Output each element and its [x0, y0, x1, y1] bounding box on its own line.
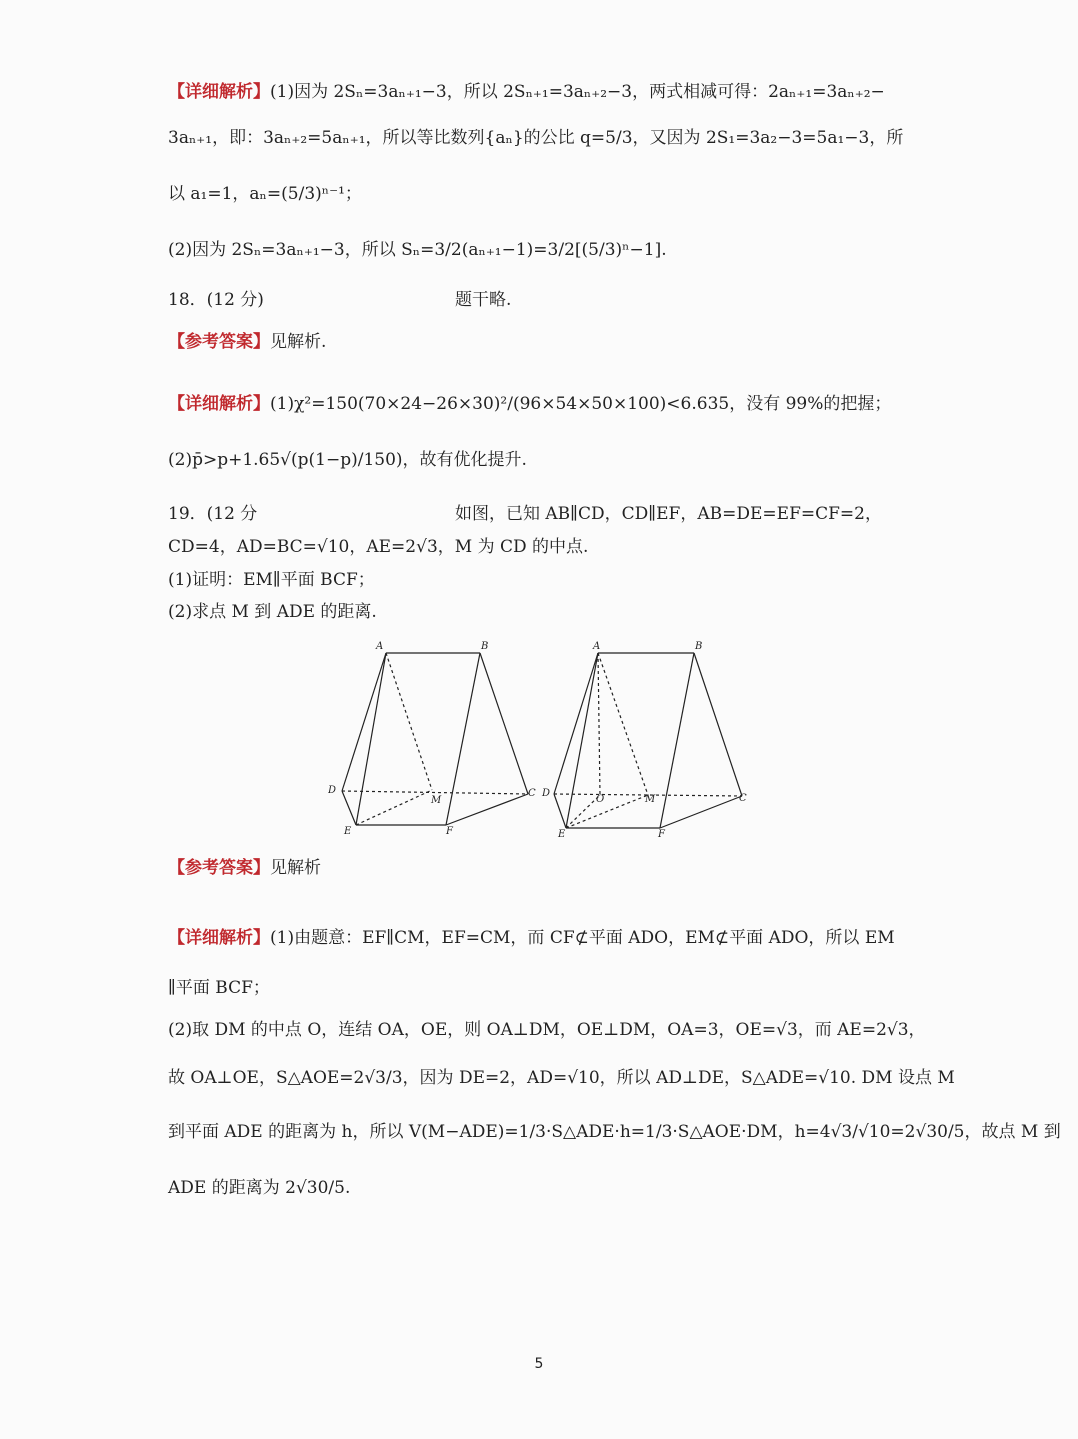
label-right-F: F — [658, 829, 665, 840]
q19-d2-line1: (2)取 DM 的中点 O，连结 OA，OE，则 OA⊥DM，OE⊥DM，OA=3，OE=√3，而 AE=2√3， — [168, 1020, 926, 1040]
q19-sub2: (2)求点 M 到 ADE 的距离. — [168, 602, 377, 622]
q19-answer-text: 见解析 — [270, 858, 321, 878]
label-right-M: M — [645, 794, 656, 805]
q18-answer — [168, 330, 326, 354]
detail-tag: 【详细解析】 — [168, 394, 270, 414]
label-left-E: E — [344, 826, 352, 837]
geometry-figure — [328, 638, 758, 843]
q19-header: 19．(12 分 — [168, 504, 258, 524]
detail-tag: 【详细解析】 — [168, 928, 270, 948]
q17-detail-line1 — [168, 80, 885, 104]
label-right-O: O — [596, 794, 605, 805]
q19-sub1: (1)证明：EM∥平面 BCF； — [168, 570, 375, 590]
label-right-A: A — [593, 641, 601, 652]
label-left-B: B — [481, 641, 489, 652]
q17-p1-line2: 3aₙ₊₁，即：3aₙ₊₂=5aₙ₊₁，所以等比数列{aₙ}的公比 q=5/3，又因为 2S₁=3a₂−3=5a₁−3，所 — [168, 128, 904, 148]
q18-header: 18．(12 分) — [168, 290, 264, 310]
q19-stem-line2: CD=4，AD=BC=√10，AE=2√3，M 为 CD 的中点. — [168, 537, 589, 557]
q18-omitted: 题干略. — [455, 290, 512, 310]
q18-p1: (1)χ²=150(70×24−26×30)²/(96×54×50×100)<6.635，没有 99%的把握； — [270, 394, 892, 414]
q17-p1-line1: (1)因为 2Sₙ=3aₙ₊₁−3，所以 2Sₙ₊₁=3aₙ₊₂−3，两式相减可得：2aₙ₊₁=3aₙ₊₂− — [270, 82, 885, 102]
q17-p1-line3: 以 a₁=1，aₙ=(5/3)ⁿ⁻¹； — [168, 184, 362, 204]
detail-tag: 【详细解析】 — [168, 82, 270, 102]
label-right-D: D — [542, 788, 551, 799]
label-left-F: F — [446, 826, 453, 837]
answer-tag: 【参考答案】 — [168, 332, 270, 352]
q19-detail-line1 — [168, 926, 895, 950]
q19-d1-line1: (1)由题意：EF∥CM，EF=CM，而 CF⊄平面 ADO，EM⊄平面 ADO，所以 EM — [270, 928, 895, 948]
q19-d1-line2: ∥平面 BCF； — [168, 978, 270, 998]
label-left-M: M — [431, 795, 442, 806]
q18-answer-text: 见解析. — [270, 332, 327, 352]
q19-d2-line2: 故 OA⊥OE，S△AOE=2√3/3，因为 DE=2，AD=√10，所以 AD⊥DE，S△ADE=√10. DM 设点 M — [168, 1068, 955, 1088]
q18-p2: (2)p̄>p+1.65√(p(1−p)/150)，故有优化提升. — [168, 450, 527, 470]
q19-answer — [168, 856, 321, 880]
q19-d2-line3: 到平面 ADE 的距离为 h，所以 V(M−ADE)=1/3·S△ADE·h=1/3·S△AOE·DM，h=4√3/√10=2√30/5，故点 M 到 — [168, 1122, 1061, 1142]
label-left-C: C — [528, 788, 536, 799]
answer-tag: 【参考答案】 — [168, 858, 270, 878]
label-left-A: A — [376, 641, 384, 652]
q18-detail-line1 — [168, 392, 891, 416]
label-right-B: B — [695, 641, 703, 652]
q19-d2-line4: ADE 的距离为 2√30/5. — [168, 1178, 351, 1198]
q17-p2: (2)因为 2Sₙ=3aₙ₊₁−3，所以 Sₙ=3/2(aₙ₊₁−1)=3/2[(5/3)ⁿ−1]. — [168, 240, 667, 260]
label-left-D: D — [328, 785, 337, 796]
page-number: 5 — [534, 1356, 544, 1372]
label-right-E: E — [558, 829, 566, 840]
label-right-C: C — [739, 793, 747, 804]
q19-stem-line1: 如图，已知 AB∥CD，CD∥EF，AB=DE=EF=CF=2， — [455, 504, 882, 524]
